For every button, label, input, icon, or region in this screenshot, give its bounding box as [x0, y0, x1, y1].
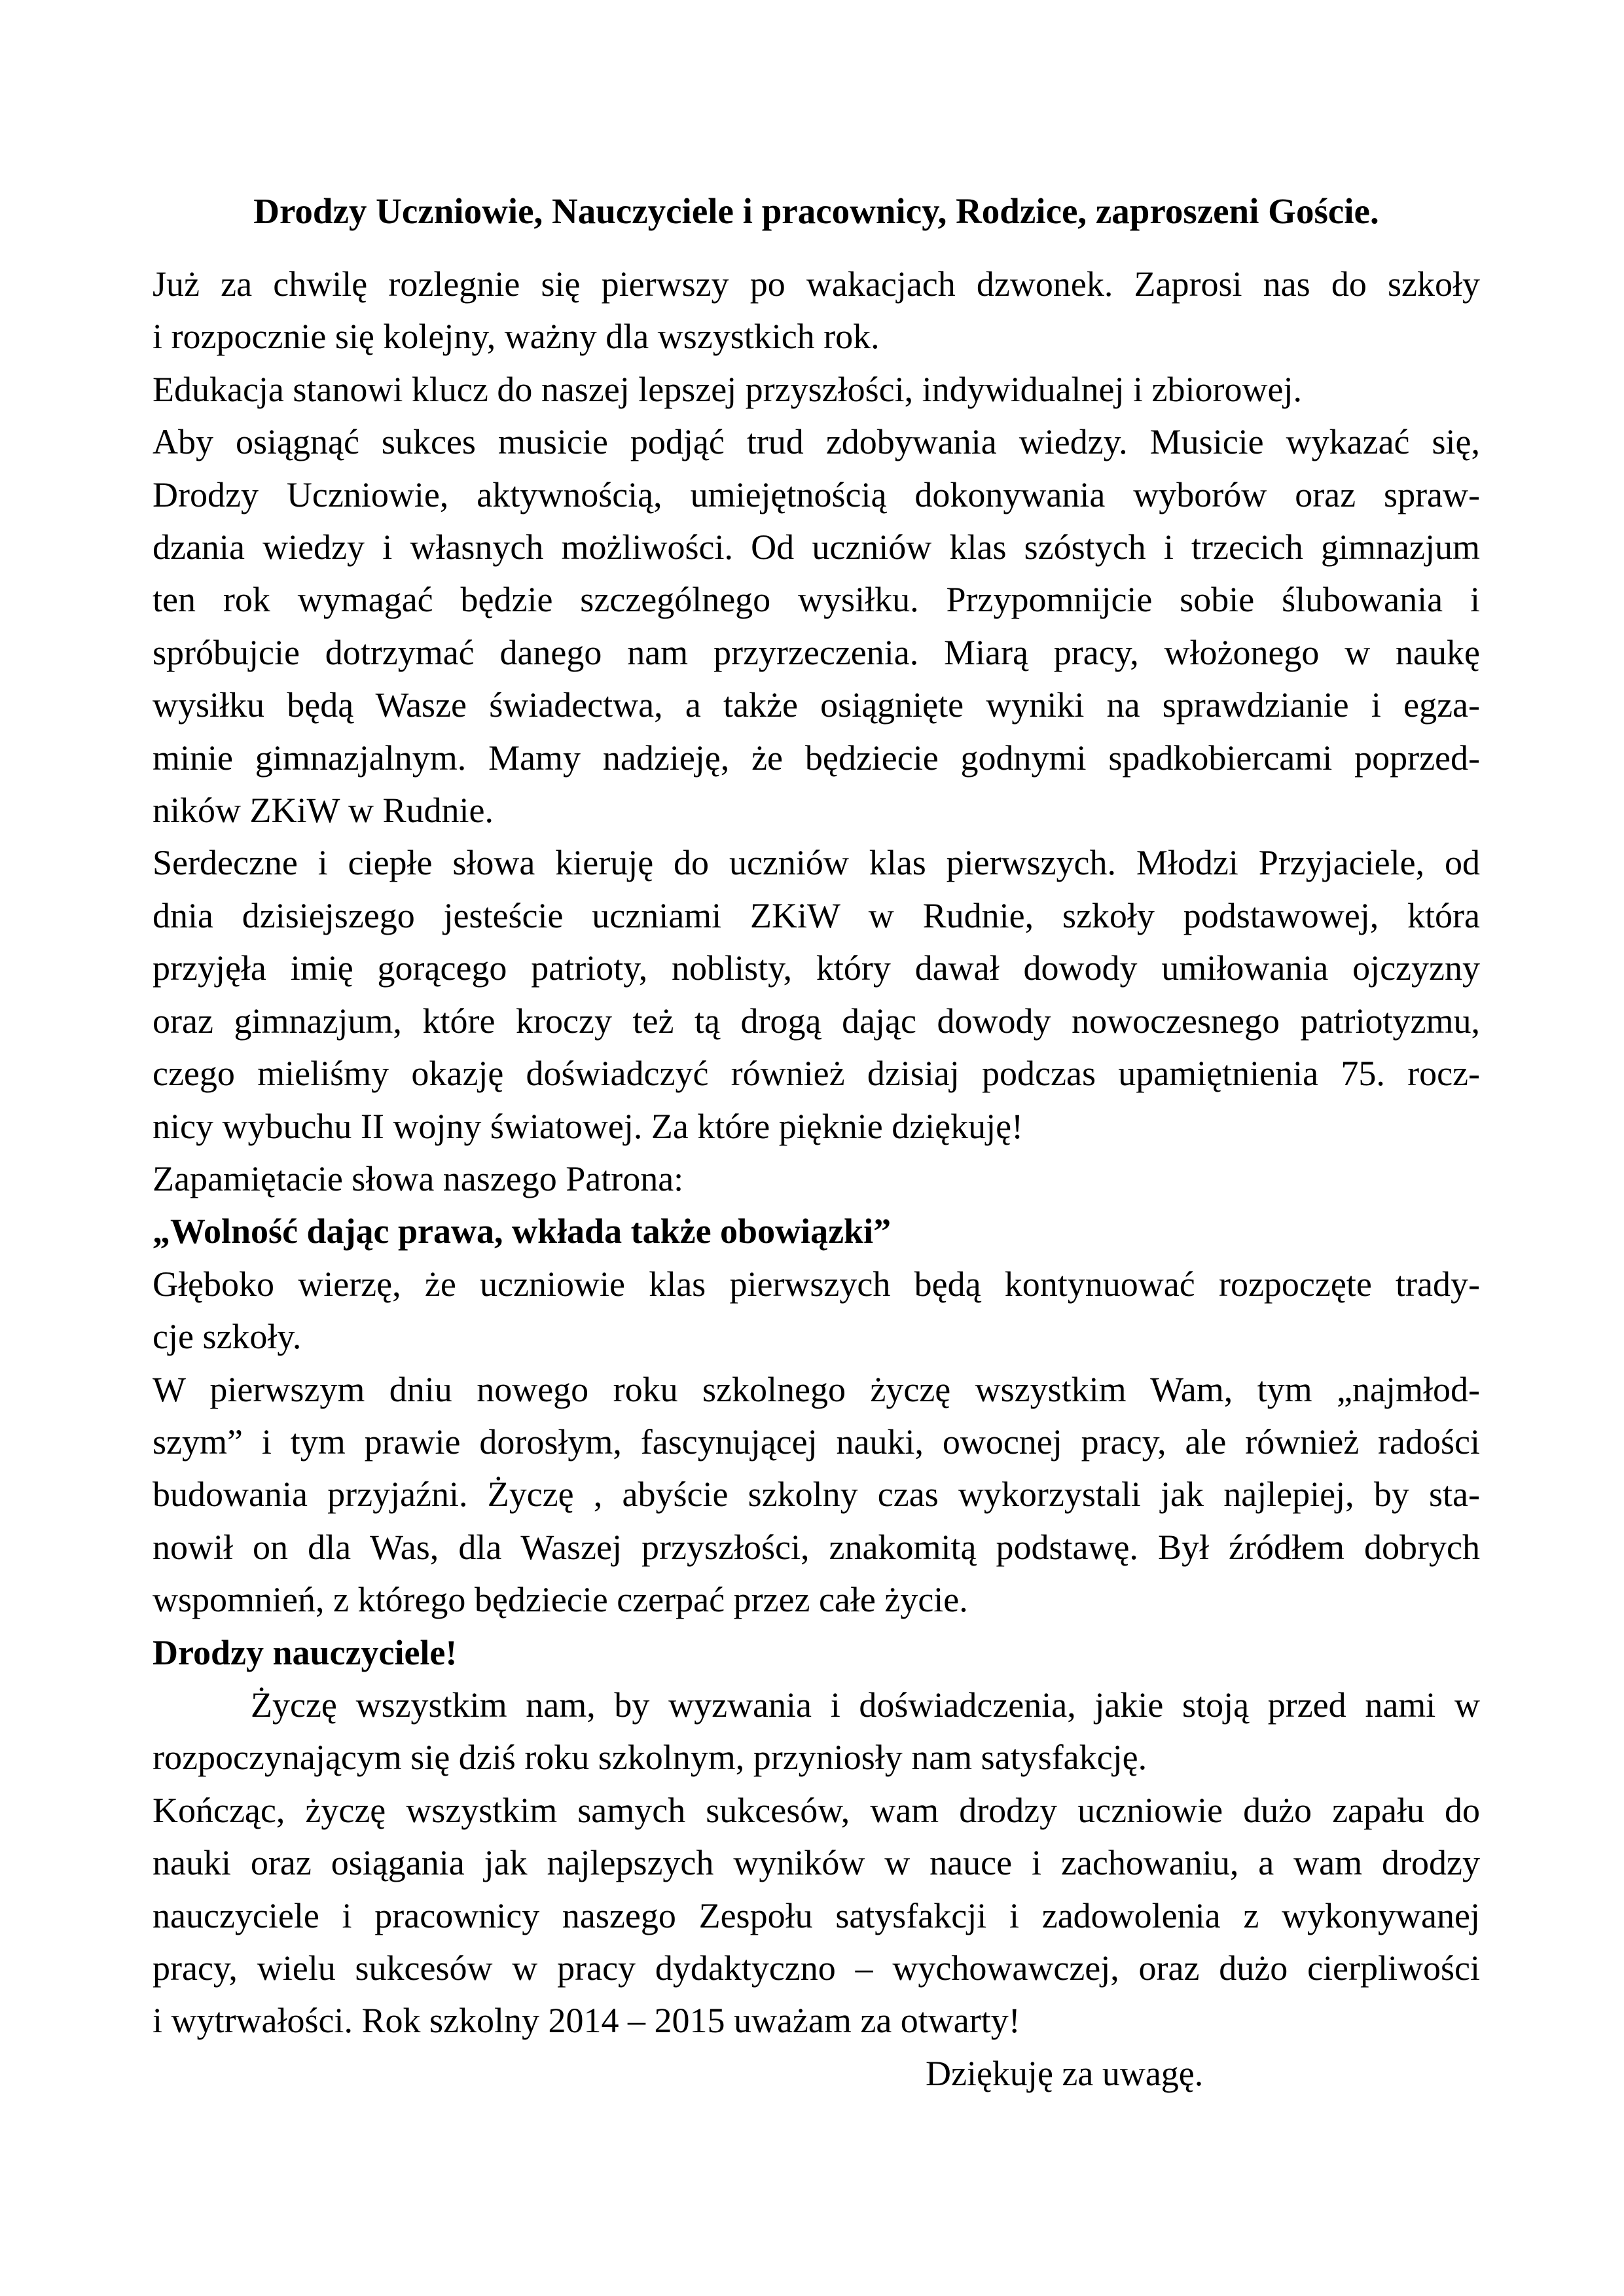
text-line: Życzę wszystkim nam, by wyzwania i doświadczenia, jakie stoją przed nami w: [251, 1685, 1480, 1725]
text-line: Serdeczne i ciepłe słowa kieruję do uczniów klas pierwszych. Młodzi Przyjaciele, od: [153, 843, 1480, 883]
text-line: i rozpocznie się kolejny, ważny dla wszystkich rok.: [153, 317, 880, 357]
text-line: ników ZKiW w Rudnie.: [153, 791, 494, 831]
text-line: Już za chwilę rozlegnie się pierwszy po wakacjach dzwonek. Zaprosi nas do szkoły: [153, 264, 1480, 304]
text-line: oraz gimnazjum, które kroczy też tą drogą dając dowody nowoczesnego patriotyzmu,: [153, 1001, 1480, 1041]
text-line: nicy wybuchu II wojny światowej. Za które pięknie dziękuję!: [153, 1106, 1024, 1146]
text-line: cje szkoły.: [153, 1317, 302, 1357]
teachers-greeting: Drodzy nauczyciele!: [153, 1632, 458, 1672]
text-line: Aby osiągnąć sukces musicie podjąć trud zdobywania wiedzy. Musicie wykazać się,: [153, 422, 1480, 462]
text-line: nauczyciele i pracownicy naszego Zespołu satysfakcji i zadowolenia z wykonywanej: [153, 1895, 1480, 1935]
text-line: nowił on dla Was, dla Waszej przyszłości, znakomitą podstawę. Był źródłem dobrych: [153, 1527, 1480, 1567]
closing-thanks: Dziękuję za uwagę.: [926, 2053, 1204, 2093]
text-line: i wytrwałości. Rok szkolny 2014 – 2015 uważam za otwarty!: [153, 2001, 1020, 2041]
text-line: ten rok wymagać będzie szczególnego wysiłku. Przypomnijcie sobie ślubowania i: [153, 580, 1480, 620]
text-line: pracy, wielu sukcesów w pracy dydaktyczno – wychowawczej, oraz dużo cierpliwości: [153, 1948, 1480, 1988]
text-line: Kończąc, życzę wszystkim samych sukcesów, wam drodzy uczniowie dużo zapału do: [153, 1790, 1480, 1830]
text-line: szym” i tym prawie dorosłym, fascynującej nauki, owocnej pracy, ale również radości: [153, 1422, 1480, 1462]
patron-quote: „Wolność dając prawa, wkłada także obowiązki”: [153, 1211, 892, 1251]
text-line: Zapamiętacie słowa naszego Patrona:: [153, 1158, 684, 1198]
text-line: Drodzy Uczniowie, aktywnością, umiejętnością dokonywania wyborów oraz spraw-: [153, 475, 1480, 514]
text-line: dnia dzisiejszego jesteście uczniami ZKiW w Rudnie, szkoły podstawowej, która: [153, 895, 1480, 935]
text-line: dzania wiedzy i własnych możliwości. Od uczniów klas szóstych i trzecich gimnazjum: [153, 528, 1480, 567]
document-body: [153, 185, 1480, 2100]
text-line: przyjęła imię gorącego patrioty, noblisty, który dawał dowody umiłowania ojczyzny: [153, 948, 1480, 988]
text-line: czego mieliśmy okazję doświadczyć również dzisiaj podczas upamiętnienia 75. rocz-: [153, 1054, 1480, 1094]
letter-text: [153, 258, 1480, 2100]
text-line: nauki oraz osiągania jak najlepszych wyników w nauce i zachowaniu, a wam drodzy: [153, 1843, 1480, 1883]
text-line: wysiłku będą Wasze świadectwa, a także osiągnięte wyniki na sprawdzianie i egza-: [153, 685, 1480, 725]
text-line: wspomnień, z którego będziecie czerpać przez całe życie.: [153, 1580, 968, 1620]
text-line: budowania przyjaźni. Życzę , abyście szkolny czas wykorzystali jak najlepiej, by sta-: [153, 1475, 1480, 1515]
text-line: Edukacja stanowi klucz do naszej lepszej przyszłości, indywidualnej i zbiorowej.: [153, 369, 1302, 409]
text-line: minie gimnazjalnym. Mamy nadzieję, że będziecie godnymi spadkobiercami poprzed-: [153, 738, 1480, 778]
salutation-heading: Drodzy Uczniowie, Nauczyciele i pracownicy, Rodzice, zaproszeni Goście.: [253, 191, 1379, 231]
text-line: rozpoczynającym się dziś roku szkolnym, przyniosły nam satysfakcję.: [153, 1738, 1147, 1778]
text-line: Głęboko wierzę, że uczniowie klas pierwszych będą kontynuować rozpoczęte trady-: [153, 1264, 1480, 1304]
text-line: W pierwszym dniu nowego roku szkolnego życzę wszystkim Wam, tym „najmłod-: [153, 1369, 1480, 1409]
text-line: spróbujcie dotrzymać danego nam przyrzeczenia. Miarą pracy, włożonego w naukę: [153, 632, 1480, 672]
